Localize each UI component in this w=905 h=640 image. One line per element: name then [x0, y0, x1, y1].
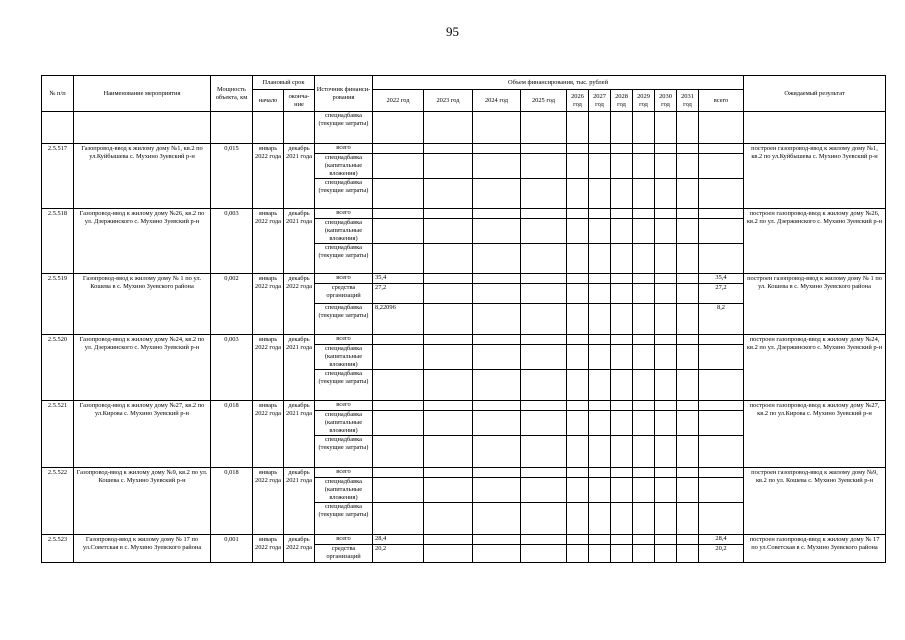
source-cell: средства организаций — [315, 545, 373, 563]
value-2022 — [373, 468, 424, 478]
value-2022: 35,4 — [373, 274, 424, 284]
item-end: декабрь 2021 года — [284, 401, 315, 468]
value-total — [699, 468, 744, 478]
header-year: 2022 год — [373, 90, 424, 112]
funding-table — [41, 75, 886, 563]
header-year: 2023 год — [424, 90, 473, 112]
value-total — [699, 411, 744, 436]
item-start: январь 2022 года — [253, 144, 284, 209]
value-2022 — [373, 370, 424, 401]
item-number: 2.5.518 — [42, 209, 74, 274]
source-cell: спецнадбавка (текущие затраты) — [315, 436, 373, 468]
value-2022 — [373, 345, 424, 370]
value-total — [699, 209, 744, 219]
source-cell: всего — [315, 468, 373, 478]
header-period: Плановый срок — [253, 76, 315, 90]
item-start: январь 2022 года — [253, 209, 284, 274]
value-total: 28,4 — [699, 535, 744, 545]
header-year: 2030 год — [655, 90, 677, 112]
source-cell: средства организаций — [315, 284, 373, 304]
source-cell: всего — [315, 209, 373, 219]
header-source: Источник финанси-рования — [315, 76, 373, 112]
value-2022 — [373, 209, 424, 219]
value-total: 35,4 — [699, 274, 744, 284]
item-capacity: 0,003 — [211, 335, 253, 401]
item-end: декабрь 2021 года — [284, 335, 315, 401]
source-cell: спецнадбавка (капитальные вложения) — [315, 478, 373, 503]
table-row — [42, 335, 886, 345]
source-cell: всего — [315, 335, 373, 345]
table-row — [42, 112, 886, 144]
item-capacity: 0,018 — [211, 468, 253, 535]
header-start: начало — [253, 90, 284, 112]
item-result: построен газопровод-ввод к жилому дому №24, кв.2 по ул. Дзержинского с. Мухино Зуевский р-н — [744, 335, 886, 401]
header-total: всего — [699, 90, 744, 112]
header-capacity: Мощность объекта, км — [211, 76, 253, 112]
item-start: январь 2022 года — [253, 274, 284, 335]
source-cell: всего — [315, 401, 373, 411]
table-row — [42, 468, 886, 478]
value-total — [699, 436, 744, 468]
source-cell: спецнадбавка (текущие затраты) — [315, 503, 373, 535]
item-start: январь 2022 года — [253, 401, 284, 468]
header-num: № п/п — [42, 76, 74, 112]
header-year: 2029 год — [633, 90, 655, 112]
item-number: 2.5.521 — [42, 401, 74, 468]
item-name: Газопровод-ввод к жилому дому №9, кв.2 по ул. Кошева с. Мухино Зуевский р-н — [74, 468, 211, 535]
source-cell: спецнадбавка (текущие затраты) — [315, 112, 373, 144]
value-total — [699, 478, 744, 503]
header-name: Наименование мероприятия — [74, 76, 211, 112]
value-2022: 20,2 — [373, 545, 424, 563]
item-number: 2.5.522 — [42, 468, 74, 535]
page-number: 95 — [446, 24, 459, 39]
value-total — [699, 154, 744, 179]
table-row — [42, 401, 886, 411]
header-year: 2031 год — [677, 90, 699, 112]
item-capacity: 0,018 — [211, 401, 253, 468]
value-2022 — [373, 503, 424, 535]
item-result: построен газопровод-ввод к жилому дому №27, кв.2 по ул.Кирова с. Мухино Зуевский р-н — [744, 401, 886, 468]
table-row — [42, 144, 886, 154]
item-number: 2.5.523 — [42, 535, 74, 563]
item-name: Газопровод-ввод к жилому дому №26, кв.2 по ул. Дзержинского с. Мухино Зуевский р-н — [74, 209, 211, 274]
value-total: 8,2 — [699, 304, 744, 335]
source-cell: спецнадбавка (капитальные вложения) — [315, 411, 373, 436]
item-end: декабрь 2021 года — [284, 468, 315, 535]
source-cell: всего — [315, 535, 373, 545]
item-capacity: 0,015 — [211, 144, 253, 209]
item-result: построен газопровод-ввод к жилому дому №1, кв.2 по ул.Куйбышева с. Мухино Зуевский р-н — [744, 144, 886, 209]
header-year: 2025 год — [521, 90, 567, 112]
source-cell: спецнадбавка (капитальные вложения) — [315, 345, 373, 370]
value-2022 — [373, 411, 424, 436]
source-cell: спецнадбавка (текущие затраты) — [315, 370, 373, 401]
item-result: построен газопровод-ввод к жилому дому № 17 по ул.Советская в с. Мухино Зуевского района — [744, 535, 886, 563]
header-year: 2027 год — [589, 90, 611, 112]
value-total — [699, 144, 744, 154]
source-cell: всего — [315, 144, 373, 154]
header-year: 2026 год — [567, 90, 589, 112]
value-total — [699, 370, 744, 401]
value-total — [699, 503, 744, 535]
value-2022 — [373, 219, 424, 244]
value-2022 — [373, 436, 424, 468]
item-end: декабрь 2021 года — [284, 209, 315, 274]
value-total — [699, 345, 744, 370]
item-end: декабрь 2022 года — [284, 535, 315, 563]
source-cell: спецнадбавка (текущие затраты) — [315, 304, 373, 335]
item-number: 2.5.520 — [42, 335, 74, 401]
item-number: 2.5.519 — [42, 274, 74, 335]
header-result: Ожидаемый результат — [744, 76, 886, 112]
value-total — [699, 179, 744, 209]
source-cell: спецнадбавка (капитальные вложения) — [315, 154, 373, 179]
value-2022: 8,22096 — [373, 304, 424, 335]
value-2022: 27,2 — [373, 284, 424, 304]
item-result: построен газопровод-ввод к жилому дому № 1 по ул. Кошева в с. Мухино Зуевского района — [744, 274, 886, 335]
value-total: 27,2 — [699, 284, 744, 304]
item-start: январь 2022 года — [253, 468, 284, 535]
item-result: построен газопровод-ввод к жилому дому №9, кв.2 по ул. Кошева с. Мухино Зуевский р-н — [744, 468, 886, 535]
item-name: Газопровод-ввод к жилому дому №24, кв.2 по ул. Дзержинского с. Мухино Зуевский р-н — [74, 335, 211, 401]
item-number: 2.5.517 — [42, 144, 74, 209]
item-name: Газопровод-ввод к жилому дому № 1 по ул. Кошева в с. Мухино Зуевского района — [74, 274, 211, 335]
value-2022 — [373, 401, 424, 411]
source-cell: спецнадбавка (текущие затраты) — [315, 179, 373, 209]
header-end: оконча-ние — [284, 90, 315, 112]
table-row — [42, 209, 886, 219]
item-end: декабрь 2022 года — [284, 274, 315, 335]
item-capacity: 0,002 — [211, 274, 253, 335]
source-cell: спецнадбавка (капитальные вложения) — [315, 219, 373, 244]
table-row — [42, 535, 886, 545]
value-total — [699, 219, 744, 244]
item-name: Газопровод-ввод к жилому дому №27, кв.2 по ул.Кирова с. Мухино Зуевский р-н — [74, 401, 211, 468]
source-cell: всего — [315, 274, 373, 284]
item-capacity: 0,001 — [211, 535, 253, 563]
table-row — [42, 274, 886, 284]
item-name: Газопровод-ввод к жилому дому № 17 по ул.Советская в с. Мухино Зуевского района — [74, 535, 211, 563]
value-2022 — [373, 335, 424, 345]
source-cell: спецнадбавка (текущие затраты) — [315, 244, 373, 274]
value-2022 — [373, 179, 424, 209]
header-funding: Объем финансирования, тыс. рублей — [373, 76, 744, 90]
value-total — [699, 244, 744, 274]
value-2022 — [373, 244, 424, 274]
value-2022 — [373, 154, 424, 179]
value-total: 20,2 — [699, 545, 744, 563]
value-total — [699, 401, 744, 411]
header-year: 2024 год — [473, 90, 521, 112]
value-total — [699, 335, 744, 345]
value-2022 — [373, 144, 424, 154]
item-start: январь 2022 года — [253, 335, 284, 401]
item-capacity: 0,003 — [211, 209, 253, 274]
item-name: Газопровод-ввод к жилому дому №1, кв.2 по ул.Куйбышева с. Мухино Зуевский р-н — [74, 144, 211, 209]
header-year: 2028 год — [611, 90, 633, 112]
value-2022: 28,4 — [373, 535, 424, 545]
item-start: январь 2022 года — [253, 535, 284, 563]
item-result: построен газопровод-ввод к жилому дому №26, кв.2 по ул. Дзержинского с. Мухино Зуевский р-н — [744, 209, 886, 274]
item-end: декабрь 2021 года — [284, 144, 315, 209]
value-2022 — [373, 478, 424, 503]
